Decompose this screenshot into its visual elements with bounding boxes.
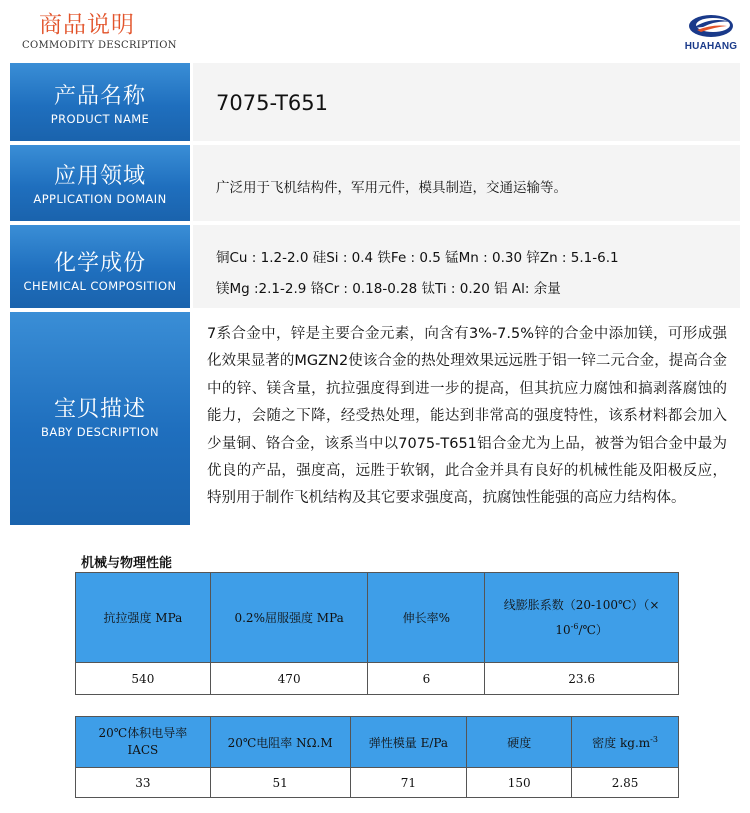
header-tensile-strength: 抗拉强度 MPa — [76, 573, 211, 663]
application-label-cn: 应用领域 — [53, 164, 146, 189]
header-conductivity — [76, 717, 211, 768]
header-resistivity: 20℃电阻率 NΩ.M — [210, 717, 350, 768]
value-elongation: 6 — [368, 663, 485, 695]
value-resistivity: 51 — [210, 768, 350, 798]
physical-properties-table — [75, 716, 679, 798]
composition-label-cn: 化学成份 — [53, 251, 146, 276]
product-name-content — [193, 63, 740, 141]
properties-title: 机械与物理性能 — [81, 556, 173, 571]
product-name-label-en: PRODUCT NAME — [50, 112, 150, 126]
product-name-label-cn: 产品名称 — [53, 84, 146, 109]
description-label — [10, 312, 190, 525]
conductivity-line-2: IACS — [127, 743, 159, 757]
value-thermal-expansion: 23.6 — [485, 663, 679, 695]
value-hardness: 150 — [467, 768, 572, 798]
description-label-cn: 宝贝描述 — [53, 397, 146, 422]
application-row — [10, 145, 740, 221]
mechanical-properties-table — [75, 572, 679, 695]
composition-label — [10, 225, 190, 308]
description-label-en: BABY DESCRIPTION — [41, 425, 159, 439]
table-row — [76, 768, 679, 798]
header-hardness: 硬度 — [467, 717, 572, 768]
value-density: 2.85 — [572, 768, 679, 798]
thermal-expansion-base: 10 — [555, 623, 571, 637]
header-yield-strength: 0.2%屈服强度 MPa — [210, 573, 368, 663]
product-name-label — [10, 63, 190, 141]
header-elongation: 伸长率% — [368, 573, 485, 663]
composition-label-en: CHEMICAL COMPOSITION — [23, 279, 177, 293]
value-yield-strength: 470 — [210, 663, 368, 695]
thermal-expansion-exponent: -6 — [570, 622, 579, 631]
value-elastic-modulus: 71 — [350, 768, 467, 798]
application-label — [10, 145, 190, 221]
application-content — [193, 145, 740, 221]
conductivity-line-1: 20℃体积电导率 — [98, 726, 188, 740]
thermal-expansion-line-1: 线膨胀系数（20-100℃）（× — [503, 598, 660, 612]
composition-line-2: 镁Mg :2.1-2.9 铬Cr : 0.18-0.28 钛Ti : 0.20 铝 Al: 余量 — [216, 281, 561, 297]
header-elastic-modulus: 弹性模量 E/Pa — [350, 717, 467, 768]
header-density — [572, 717, 679, 768]
thermal-expansion-unit: /℃） — [578, 623, 608, 637]
page-subtitle: COMMODITY DESCRIPTION — [22, 40, 177, 51]
composition-line-1: 铜Cu : 1.2-2.0 硅Si : 0.4 铁Fe : 0.5 锰Mn : 0.30 锌Zn : 5.1-6.1 — [216, 250, 619, 266]
application-label-en: APPLICATION DOMAIN — [33, 192, 167, 206]
description-content — [193, 312, 740, 525]
application-value: 广泛用于飞机结构件，军用元件，模具制造，交通运输等。 — [216, 180, 567, 196]
value-tensile-strength: 540 — [76, 663, 211, 695]
composition-content — [193, 225, 740, 308]
density-exponent: -3 — [650, 734, 658, 744]
page-title: 商品说明 — [39, 12, 135, 38]
logo-swoosh-icon — [687, 12, 735, 40]
header — [0, 0, 750, 62]
table-header-row — [76, 717, 679, 768]
description-row — [10, 312, 740, 525]
density-label: 密度 kg.m — [592, 735, 651, 750]
description-text: 7系合金中，锌是主要合金元素，向含有3%-7.5%锌的合金中添加镁，可形成强化效果显著的MGZN2使该合金的热处理效果远远胜于铝一锌二元合金，提高合金中的锌、镁含量，抗拉强度得到进一步的提高，但其抗应力腐蚀和搞剥落腐蚀的能力，会随之下降，经受热处理，能达到非常高的强度特性，该系材料都会加入少量铜、铬合金，该系当中以7075-T651铝合金尤为上品，被誉为铝合金中最为优良的产品，强度高，远胜于软钢，此合金并具有良好的机械性能及阳极反应，特别用于制作飞机结构及其它要求强度高，抗腐蚀性能强的高应力结构体。 — [207, 326, 727, 507]
value-conductivity: 33 — [76, 768, 211, 798]
logo-text: HUAHANG — [684, 41, 738, 52]
table-row — [76, 663, 679, 695]
brand-logo — [678, 12, 744, 56]
header-thermal-expansion — [485, 573, 679, 663]
table-header-row — [76, 573, 679, 663]
composition-row — [10, 225, 740, 308]
product-name-row — [10, 63, 740, 141]
product-name-value: 7075-T651 — [216, 91, 329, 115]
